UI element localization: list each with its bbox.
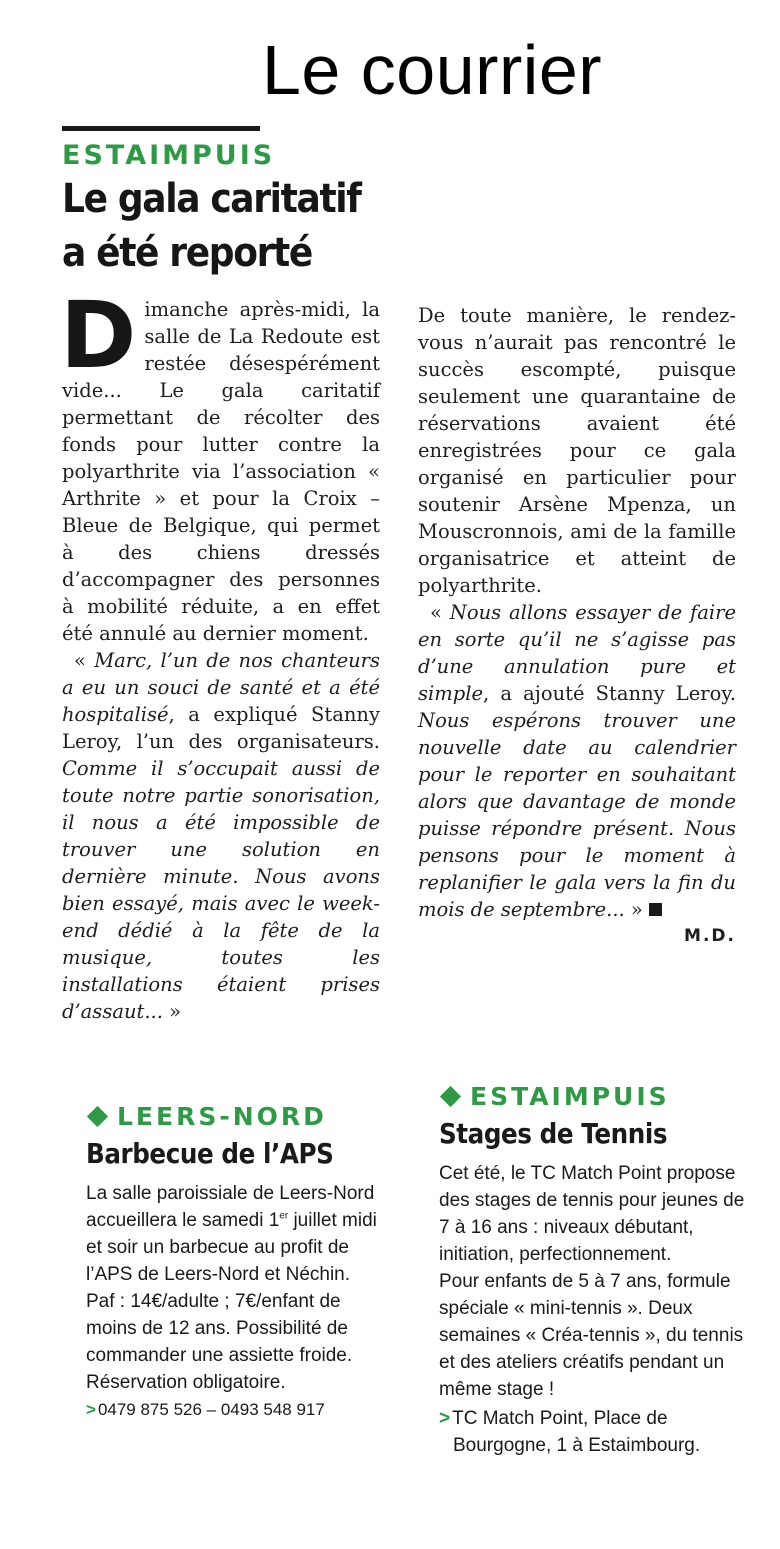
- brief-kicker-text: LEERS-NORD: [117, 1102, 327, 1131]
- article-column-2: [418, 302, 736, 950]
- brief-contact: [86, 1398, 396, 1422]
- quote-2-italic-a: Nous allons essayer de faire en sorte qu’il ne s’agisse pas d’une annulation pure et simple: [418, 601, 736, 705]
- brief-paragraph: [86, 1180, 396, 1288]
- chevron-right-icon: >: [86, 1400, 96, 1419]
- brief-text-b: juillet midi et soir un barbecue au profit de l’APS de Leers-Nord et Néchin.: [86, 1210, 377, 1285]
- brief-body: [86, 1180, 396, 1396]
- quote-close: »: [162, 1000, 182, 1023]
- article-kicker: ESTAIMPUIS: [62, 140, 276, 171]
- quote-1-italic-b: Comme il s’occupait aussi de toute notre partie sonorisation, il nous a été impossible de trouver une solution en dernière minute. Nous avons bien essayé, mais avec le week-end dédié à la fête de la musique, toutes les installations étaient prises d’assaut...: [62, 757, 380, 1023]
- brief-paragraph: Paf : 14€/adulte ; 7€/enfant de moins de 12 ans. Possibilité de commander une assiette froide. Réservation obligatoire.: [86, 1291, 353, 1393]
- brief-body: [439, 1160, 749, 1403]
- quote-1-attribution: , a expliqué Stanny Leroy, l’un des organisateurs.: [62, 703, 380, 753]
- article-author: M.D.: [684, 926, 736, 946]
- headline-line-2: a été reporté: [62, 230, 312, 276]
- brief-paragraph: Cet été, le TC Match Point propose des stages de tennis pour jeunes de 7 à 16 ans : niveaux débutant, initiation, perfectionnement.: [439, 1163, 745, 1265]
- brief-text-a: La salle paroissiale de Leers-Nord accueillera le samedi 1: [86, 1183, 375, 1231]
- ordinal-superscript: er: [279, 1210, 289, 1222]
- article-headline: [62, 172, 386, 280]
- quote-open: «: [74, 649, 95, 672]
- brief-kicker-text: ESTAIMPUIS: [470, 1082, 670, 1111]
- headline-line-1: Le gala caritatif: [62, 176, 361, 222]
- quote-open: «: [430, 601, 450, 624]
- article-quote-2: [418, 599, 736, 923]
- masthead-title: Le courrier: [262, 31, 603, 109]
- brief-paragraph: Pour enfants de 5 à 7 ans, formule spéciale « mini-tennis ». Deux semaines « Créa-tennis », du tennis et des ateliers créatifs pendant un même stage !: [439, 1271, 744, 1400]
- quote-2-italic-b: Nous espérons trouver une nouvelle date au calendrier pour le reporter en souhaitant alors que davantage de monde puisse répondre présent. Nous pensons pour le moment à replanifier le gala vers la fin du mois de septembre...: [418, 709, 736, 921]
- chevron-right-icon: >: [439, 1408, 451, 1429]
- brief-contact: [439, 1405, 749, 1459]
- brief-estaimpuis: [439, 1082, 749, 1459]
- contact-line-1: TC Match Point, Place de: [452, 1408, 668, 1429]
- quote-close: »: [624, 898, 643, 921]
- article-quote-1: [62, 647, 380, 1025]
- quote-2-attribution: , a ajouté Stanny Leroy.: [483, 682, 736, 705]
- quote-1-italic-a: Marc, l’un de nos chanteurs a eu un souci de santé et a été hospitalisé: [62, 649, 380, 726]
- drop-cap: D: [60, 282, 137, 389]
- article-paragraph-2: De toute manière, le rendez-vous n’aurait pas rencontré le succès escompté, puisque seulement une quarantaine de réservations avaient été enregistrées pour ce gala organisé en particulier pour soutenir Arsène Mpenza, un Mouscronnois, ami de la famille organisatrice et atteint de polyarthrite.: [418, 304, 736, 597]
- brief-leers-nord: [86, 1102, 396, 1422]
- contact-phones: 0479 875 526 – 0493 548 917: [97, 1400, 325, 1419]
- article-column-1: [60, 282, 380, 1025]
- brief-title: Stages de Tennis: [439, 1117, 668, 1150]
- diamond-icon: [87, 1106, 108, 1127]
- brief-title: Barbecue de l’APS: [86, 1137, 334, 1170]
- section-rule: [62, 126, 260, 131]
- article-paragraph-1: [60, 282, 380, 647]
- paragraph-1-text: imanche après-midi, la salle de La Redoute est restée désespérément vide... Le gala caritatif permettant de récolter des fonds pour lutter contre la polyarthrite via l’association « Arthrite » et pour la Croix – Bleue de Belgique, qui permet à des chiens dressés d’accompagner des personnes à mobilité réduite, a en effet été annulé au dernier moment.: [62, 298, 380, 645]
- diamond-icon: [440, 1086, 461, 1107]
- end-square-icon: [649, 903, 662, 916]
- brief-kicker: [439, 1082, 749, 1112]
- contact-line-2: Bourgogne, 1 à Estaimbourg.: [453, 1435, 701, 1456]
- brief-kicker: [86, 1102, 396, 1132]
